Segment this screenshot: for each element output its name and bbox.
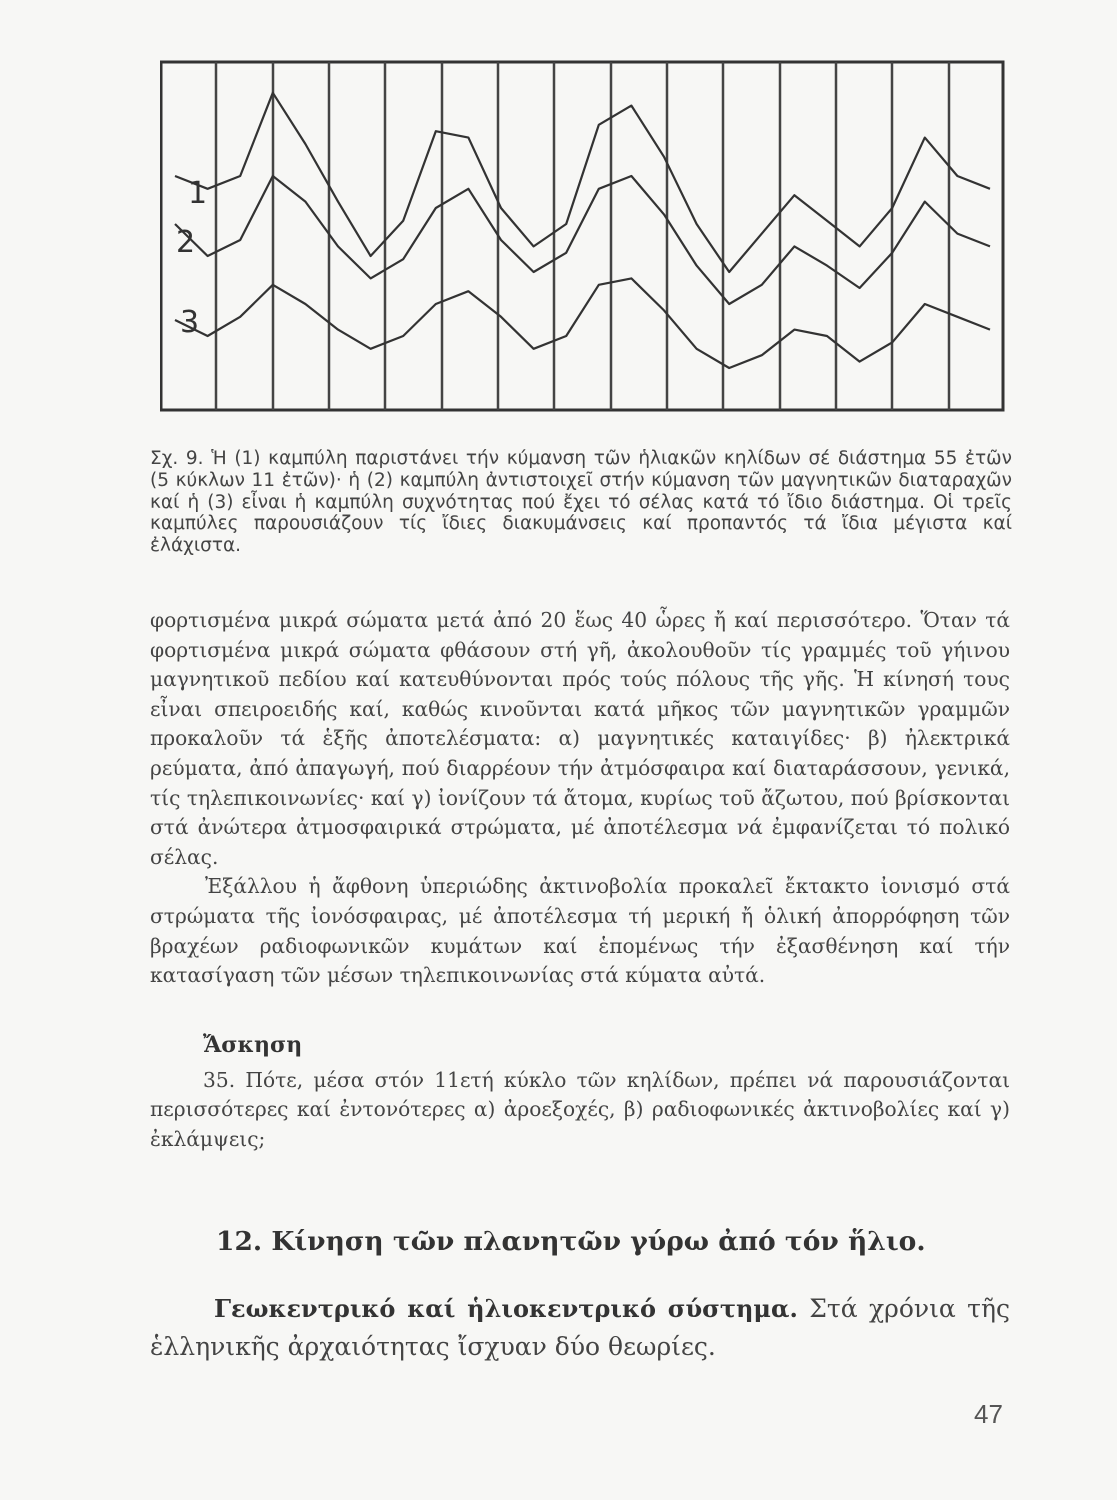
body-paragraph-1: φορτισμένα μικρά σώματα μετά ἀπό 20 ἕως 40 ὧρες ἤ καί περισσότερο. Ὅταν τά φορτισμένα μικρά σώματα φθάσουν στή γῆ, ἀκολουθοῦν τίς γραμμές τοῦ γήινου μαγνητικοῦ πεδίου καί κατευθύνονται πρός τούς πόλους τῆς γῆς. Ἡ κίνησή τους εἶναι σπειροειδής καί, καθώς κινοῦνται κατά μῆκος τῶν μαγνητικῶν γραμμῶν προκαλοῦν τά ἑξῆς ἀποτελέσματα: α) μαγνητικές καταιγίδες· β) ἠλεκτρικά ρεύματα, ἀπό ἀπαγωγή, πού διαρρέουν τήν ἀτμόσφαιρα καί διαταράσσουν, γενικά, τίς τηλεπικοινωνίες· καί γ) ἰονίζουν τά ἄτομα, κυρίως τοῦ ἄζωτου, πού βρίσκονται στά ἀνώτερα ἀτμοσφαιρικά στρώματα, μέ ἀποτέλεσμα νά ἐμφανίζεται τό πολικό σέλας. xyxy=(150,608,1010,869)
subsection-paragraph xyxy=(150,1290,1010,1366)
page-number: 47 xyxy=(974,1399,1003,1429)
exercise-block xyxy=(150,1066,1010,1154)
body-paragraph-2: Ἐξάλλου ἡ ἄφθονη ὑπεριώδης ἀκτινοβολία προκαλεῖ ἔκτακτο ἰονισμό στά στρώματα τῆς ἰονόσφαιρας, μέ ἀποτέλεσμα τή μερική ἤ ὁλική ἀπορρόφηση τῶν βραχέων ραδιοφωνικῶν κυμάτων καί ἑπομένως τήν ἐξασθένηση καί τήν κατασίγαση τῶν μέσων τηλεπικοινωνίας στά κύματα αὐτά. xyxy=(150,874,1010,988)
exercise-text: 35. Πότε, μέσα στόν 11ετή κύκλο τῶν κηλίδων, πρέπει νά παρουσιάζονται περισσότερες καί ἐντονότερες α) ἀροεξοχές, β) ραδιοφωνικές ἀκτινοβολίες καί γ) ἐκλάμψεις; xyxy=(150,1068,1010,1151)
subsection-lead: Γεωκεντρικό καί ἡλιοκεντρικό σύστημα. xyxy=(214,1294,798,1323)
curve-label-1: 1 xyxy=(188,176,208,211)
curve-label-2: 2 xyxy=(176,225,196,260)
curve-1 xyxy=(175,93,990,272)
figure-caption xyxy=(150,448,1012,557)
curve-2 xyxy=(175,176,990,304)
caption-text: Σχ. 9. Ἡ (1) καμπύλη παριστάνει τήν κύμανση τῶν ἡλιακῶν κηλίδων σέ διάστημα 55 ἐτῶν (5 κύκλων 11 ἐτῶν)· ἡ (2) καμπύλη ἀντιστοιχεῖ στήν κύμανση τῶν μαγνητικῶν διαταραχῶν καί ἡ (3) εἶναι ἡ καμπύλη συχνότητας πού ἔχει τό σέλας κατά τό ἴδιο διάστημα. Οἱ τρεῖς καμπύλες παρουσιάζουν τίς ἴδιες διακυμάνσεις καί προπαντός τά ἴδια μέγιστα καί ἐλάχιστα. xyxy=(150,448,1012,557)
body-text xyxy=(150,606,1010,991)
curve-3 xyxy=(175,278,990,368)
subsection xyxy=(150,1290,1010,1366)
curves-chart xyxy=(160,60,1005,412)
subsection-text: Στά χρόνια τῆς ἑλληνικῆς ἀρχαιότητας ἴσχυαν δύο θεωρίες. xyxy=(150,1294,1010,1361)
exercise-heading: Ἄσκηση xyxy=(203,1032,303,1058)
section-title: 12. Κίνηση τῶν πλανητῶν γύρω ἀπό τόν ἥλιο. xyxy=(216,1226,926,1257)
curve-label-3: 3 xyxy=(180,305,200,340)
sunspot-figure xyxy=(160,60,1005,412)
